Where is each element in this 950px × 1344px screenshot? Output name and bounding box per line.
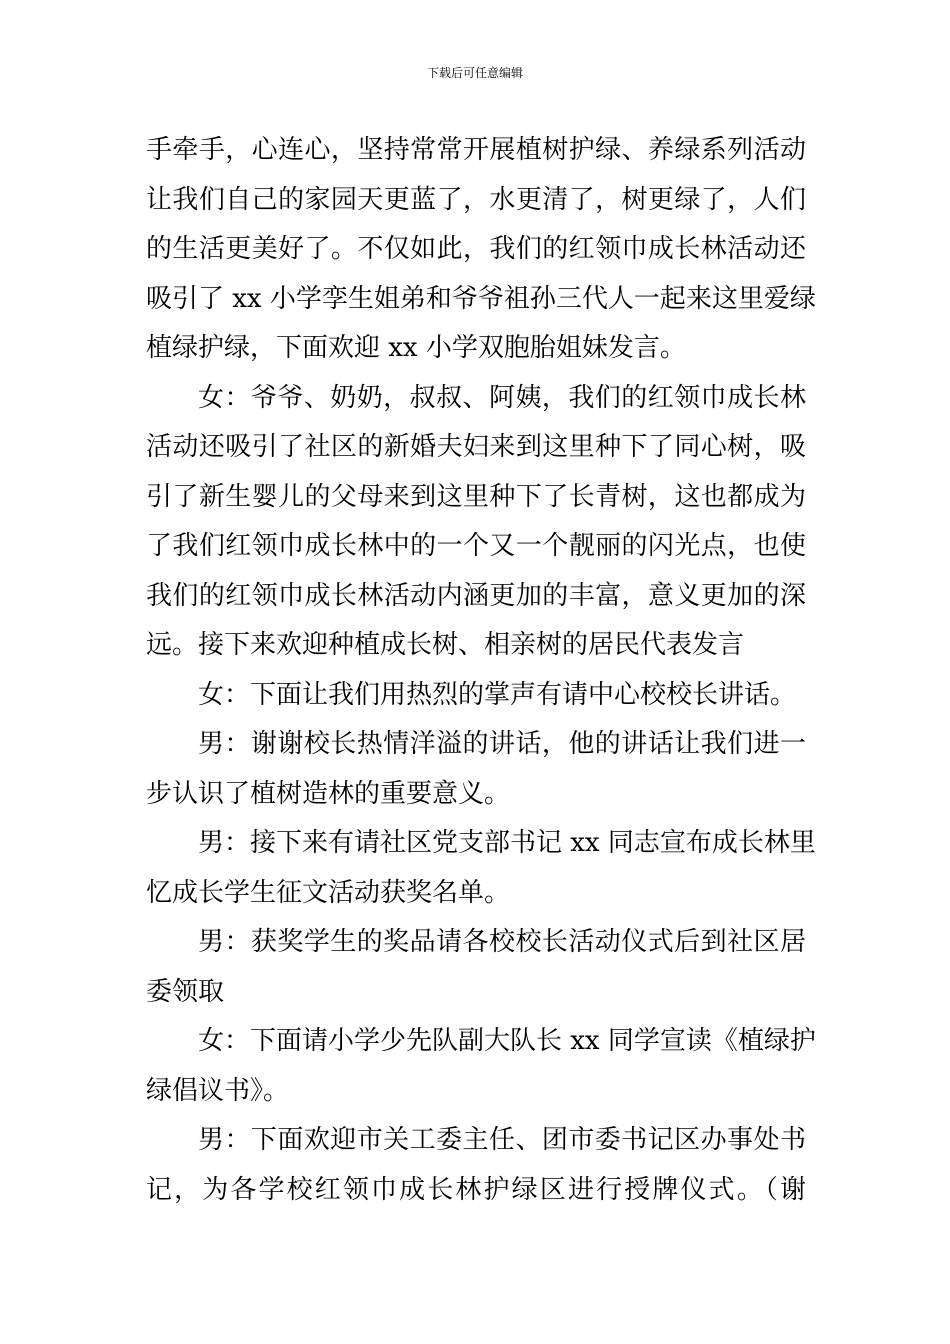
text-line: 男：接下来有请社区党支部书记 xx 同志宣布成长林里 <box>198 828 816 858</box>
text-line: 活动还吸引了社区的新婚夫妇来到这里种下了同心树，吸 <box>146 432 806 462</box>
text-line: 步认识了植树造林的重要意义。 <box>146 778 511 809</box>
text-line: 吸引了 xx 小学孪生姐弟和爷爷祖孙三代人一起来这里爱绿 <box>146 283 816 314</box>
text-line: 女：下面让我们用热烈的掌声有请中心校校长讲话。 <box>198 679 797 710</box>
text-line: 委领取 <box>146 976 225 1007</box>
text-line: 了我们红领巾成长林中的一个又一个靓丽的闪光点，也使 <box>146 531 806 561</box>
text-line: 引了新生婴儿的父母来到这里种下了长青树，这也都成为 <box>146 481 806 512</box>
text-line: 男：谢谢校长热情洋溢的讲话，他的讲话让我们进一 <box>198 729 806 759</box>
text-line: 手牵手，心连心，坚持常常开展植树护绿、养绿系列活动 <box>146 135 806 165</box>
text-line: 的生活更美好了。不仅如此，我们的红领巾成长林活动还 <box>146 234 806 264</box>
text-line: 忆成长学生征文活动获奖名单。 <box>146 877 511 908</box>
text-line: 记，为各学校红领巾成长林护绿区进行授牌仪式。（谢 <box>146 1174 806 1205</box>
text-line: 我们的红领巾成长林活动内涵更加的丰富，意义更加的深 <box>146 580 806 611</box>
text-line: 女：下面请小学少先队副大队长 xx 同学宣读《植绿护 <box>198 1026 816 1056</box>
text-line: 男：下面欢迎市关工委主任、团市委书记区办事处书 <box>198 1125 806 1155</box>
document-body <box>146 126 816 1215</box>
text-line: 远。接下来欢迎种植成长树、相亲树的居民代表发言 <box>146 630 745 660</box>
text-line: 女：爷爷、奶奶，叔叔、阿姨，我们的红领巾成长林 <box>198 382 806 413</box>
page-header: 下载后可任意编辑 <box>426 66 523 80</box>
text-line: 植绿护绿，下面欢迎 xx 小学双胞胎姐妹发言。 <box>146 333 686 363</box>
text-line: 男：获奖学生的奖品请各校校长活动仪式后到社区居 <box>198 927 806 957</box>
text-line: 绿倡议书》。 <box>146 1075 290 1106</box>
text-line: 让我们自己的家园天更蓝了，水更清了，树更绿了，人们 <box>146 184 806 215</box>
